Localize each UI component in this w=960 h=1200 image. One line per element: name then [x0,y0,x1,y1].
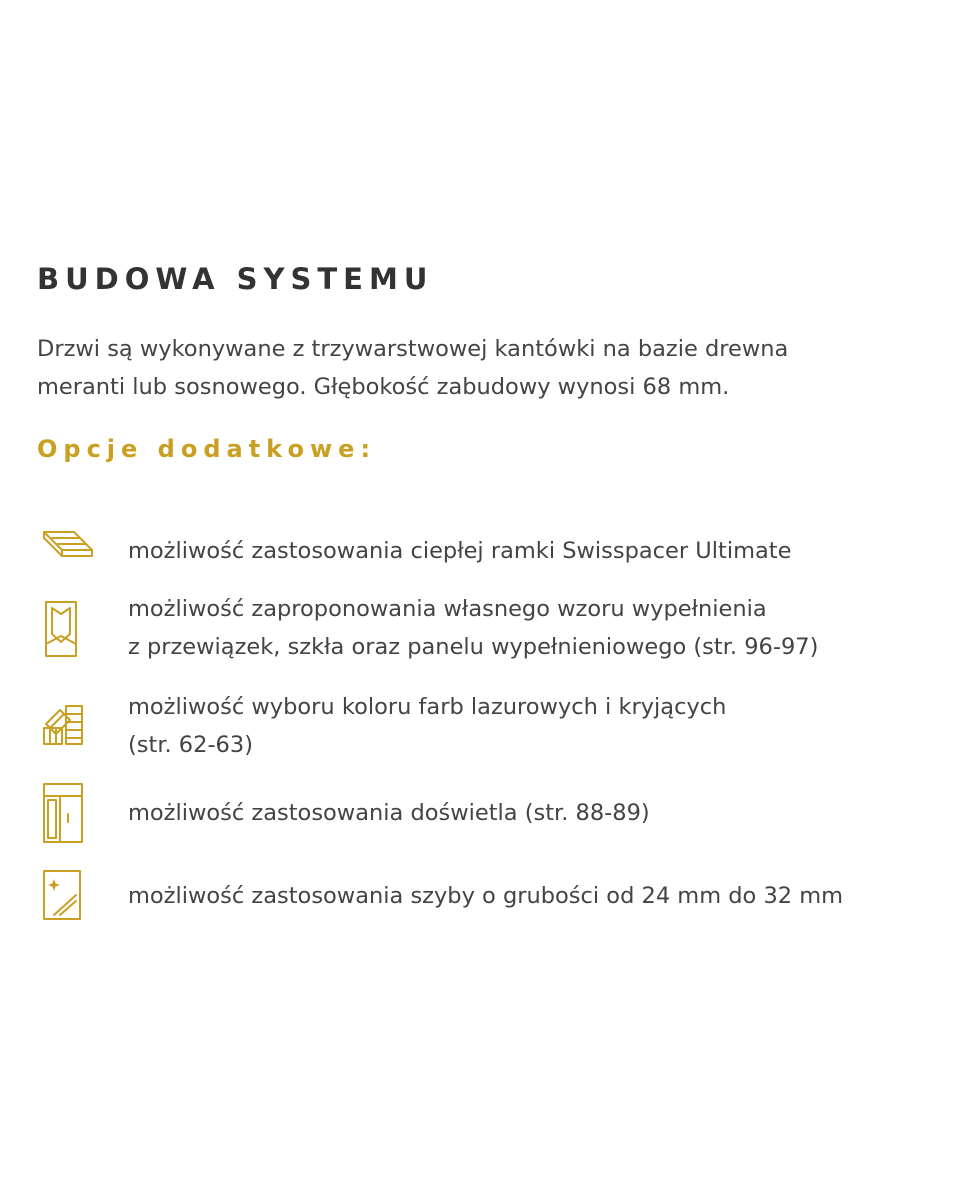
section-title: BUDOWA SYSTEMU [37,262,434,296]
intro-line-2: meranti lub sosnowego. Głębokość zabudowy wynosi 68 mm. [37,374,730,400]
option-text [128,877,928,915]
intro-paragraph [37,330,917,406]
option-line: możliwość zastosowania doświetla (str. 88-89) [128,800,650,826]
option-line: (str. 62-63) [128,732,253,758]
door-panel-icon [40,600,96,664]
option-line: możliwość zaproponowania własnego wzoru wypełnienia [128,596,767,622]
option-line: możliwość zastosowania szyby o grubości od 24 mm do 32 mm [128,883,844,909]
door-with-sidelight-icon [40,782,96,846]
option-line: możliwość zastosowania ciepłej ramki Swisspacer Ultimate [128,538,792,564]
option-line: możliwość wyboru koloru farb lazurowych i kryjących [128,694,727,720]
option-text [128,590,928,666]
option-text [128,794,928,832]
glass-pane-icon [40,869,96,933]
option-text [128,688,928,764]
intro-line-1: Drzwi są wykonywane z trzywarstwowej kantówki na bazie drewna [37,336,789,362]
option-line: z przewiązek, szkła oraz panelu wypełnieniowego (str. 96-97) [128,634,819,660]
option-text [128,532,928,570]
wooden-beam-icon [40,528,96,592]
options-title: Opcje dodatkowe: [37,435,377,463]
color-palette-icon [40,702,96,766]
